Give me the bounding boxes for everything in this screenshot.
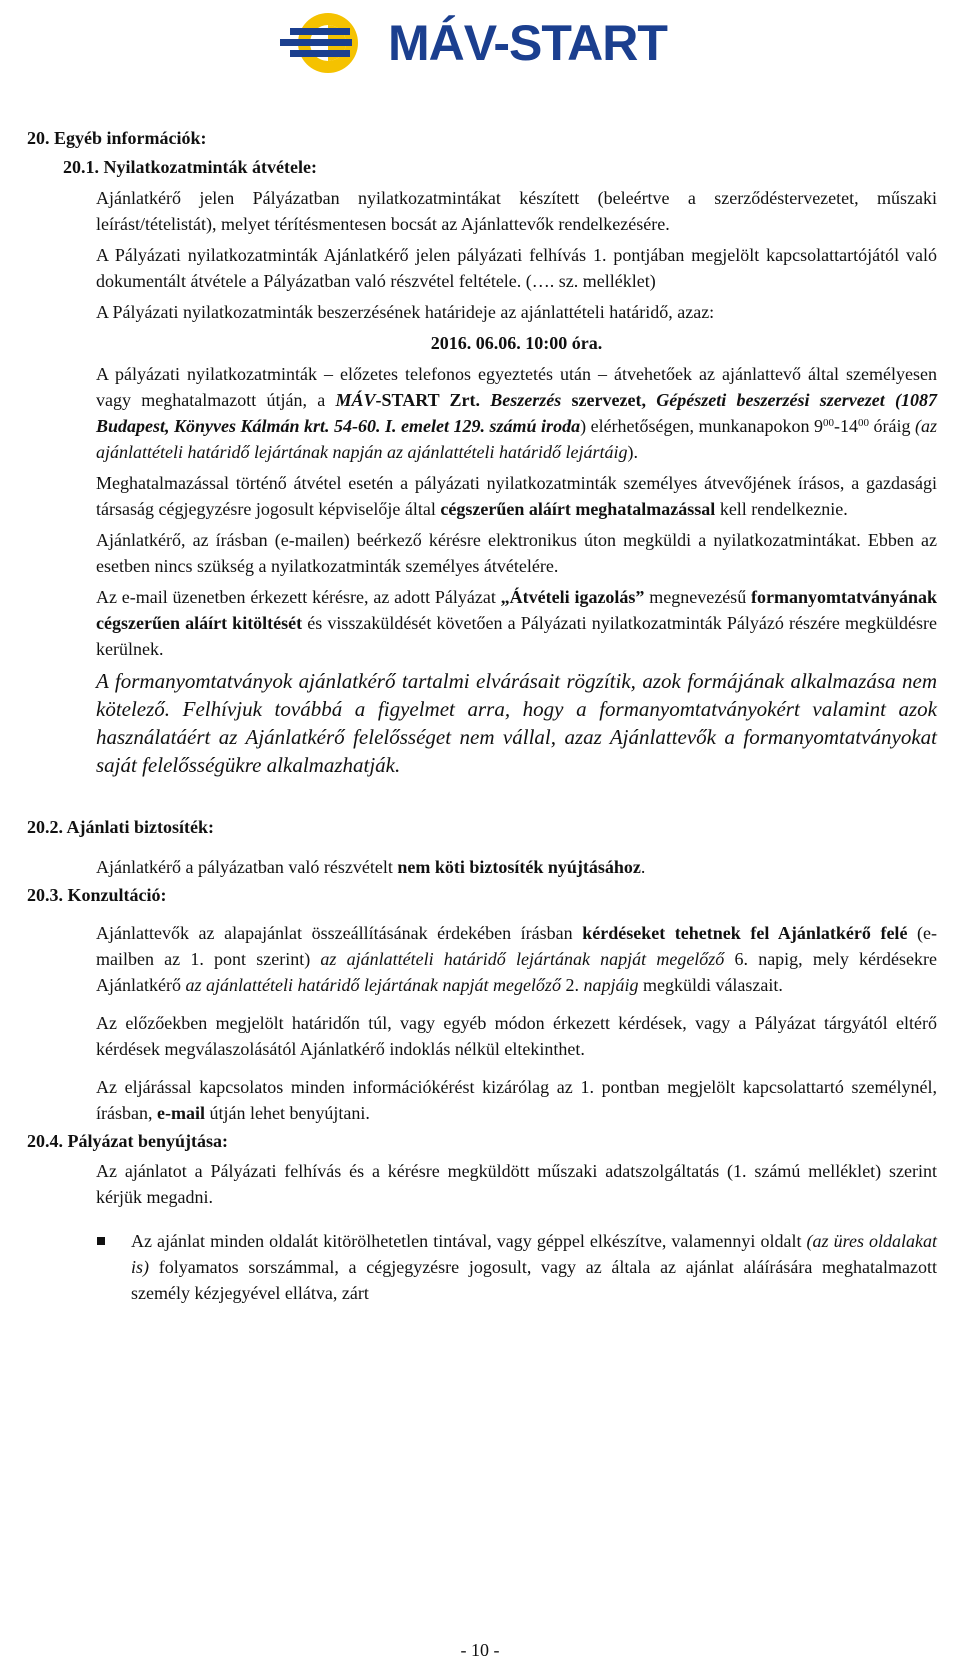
page-number: - 10 - <box>460 1640 500 1660</box>
paragraph: Az ajánlatot a Pályázati felhívás és a kérésre megküldött műszaki adatszolgáltatás (1. számú melléklet) szerint kérjük megadni. <box>96 1161 937 1207</box>
paragraph: Az előzőekben megjelölt határidőn túl, vagy egyéb módon érkezett kérdések, vagy a Pályázat tárgyától eltérő kérdések megválaszolásától Ajánlatkérő indoklás nélkül eltekinthet. <box>96 1013 937 1059</box>
section-20-2-heading: 20.2. Ajánlati biztosíték: <box>27 817 214 837</box>
paragraph: Az eljárással kapcsolatos minden információkérést kizárólag az 1. pontban megjelölt kapcsolattartó személynél, írásban, e-mail útján lehet benyújtani. <box>96 1077 937 1123</box>
logo-wordmark: MÁV-START <box>388 15 667 71</box>
mav-start-emblem-icon <box>270 8 390 78</box>
list-item: Az ajánlat minden oldalát kitörölhetetlen tintával, vagy géppel elkészítve, valamennyi oldalt (az üres oldalakat is) folyamatos sorszámmal, a cégjegyzésre jogosult, vagy az általa az ajánlat aláírására meghatalmazott személy kézjegyével ellátva, zárt <box>97 1228 937 1306</box>
mav-start-logo <box>270 8 690 78</box>
section-20-3-heading: 20.3. Konzultáció: <box>27 885 167 905</box>
paragraph: Ajánlatkérő jelen Pályázatban nyilatkozatmintákat készített (beleértve a szerződéstervezetet, műszaki leírást/tételistát), melyet térítésmentesen bocsát az Ajánlattevők rendelkezésére. <box>96 188 937 234</box>
section-20-1-heading: 20.1. Nyilatkozatminták átvétele: <box>63 157 317 177</box>
bullet-square-icon <box>97 1237 105 1245</box>
document-page <box>27 128 937 1306</box>
paragraph: A Pályázati nyilatkozatminták beszerzésének határideje az ajánlattételi határidő, azaz: <box>96 302 715 322</box>
section-20-heading: 20. Egyéb információk: <box>27 128 207 148</box>
disclaimer-paragraph: A formanyomtatványok ajánlatkérő tartalmi elvárásait rögzítik, azok formájának alkalmazása nem kötelező. Felhívjuk továbbá a figyelmet arra, hogy a formanyomtatványokért valamint azok használatáért az Ajánlatkérő felelősséget nem vállal, azaz Ajánlattevők a formanyomtatványokat saját felelősségükre alkalmazhatják. <box>96 669 937 777</box>
section-20-4-heading: 20.4. Pályázat benyújtása: <box>27 1131 228 1151</box>
paragraph: A pályázati nyilatkozatminták – előzetes telefonos egyeztetés után – átvehetőek az ajánlattevő által személyesen vagy meghatalmazott útján, a MÁV-START Zrt. Beszerzés szervezet, Gépészeti beszerzési szervezet (1087 Budapest, Könyves Kálmán krt. 54-60. I. emelet 129. számú iroda) elérhetőségen, munkanapokon $9^{00}-14^{00}$ óráig (az ajánlattételi határidő lejártának napján az ajánlattételi határidő lejártáig). <box>96 364 938 462</box>
paragraph: Ajánlatkérő, az írásban (e-mailen) beérkező kérésre elektronikus úton megküldi a nyilatkozatmintákat. Ebben az esetben nincs szükség a nyilatkozatminták személyes átvételére. <box>96 530 937 576</box>
paragraph: Ajánlatkérő a pályázatban való részvételt nem köti biztosíték nyújtásához. <box>96 857 646 877</box>
paragraph: A Pályázati nyilatkozatminták Ajánlatkérő jelen pályázati felhívás 1. pontjában megjelölt kapcsolattartójától való dokumentált átvétele a Pályázatban való részvétel feltétele. (…. sz. melléklet) <box>96 245 937 291</box>
paragraph: Az e-mail üzenetben érkezett kérésre, az adott Pályázat „Átvételi igazolás” megnevezésű formanyomtatványának cégszerűen aláírt kitöltését és visszaküldését követően a Pályázati nyilatkozatminták Pályázó részére megküldésre kerülnek. <box>96 587 938 659</box>
paragraph: Ajánlattevők az alapajánlat összeállításának érdekében írásban kérdéseket tehetnek fel Ajánlatkérő felé (e-mailben az 1. pont szerint) az ajánlattételi határidő lejártának napját megelőző 6. napig, mely kérdésekre Ajánlatkérő az ajánlattételi határidő lejártának napját megelőző 2. napjáig megküldi válaszait. <box>96 923 938 995</box>
paragraph: Meghatalmazással történő átvétel esetén a pályázati nyilatkozatminták személyes átvevőjének írásos, a gazdasági társaság cégjegyzésre jogosult képviselője által cégszerűen aláírt meghatalmazással kell rendelkeznie. <box>96 473 937 519</box>
deadline-text: 2016. 06.06. 10:00 óra. <box>430 333 603 353</box>
